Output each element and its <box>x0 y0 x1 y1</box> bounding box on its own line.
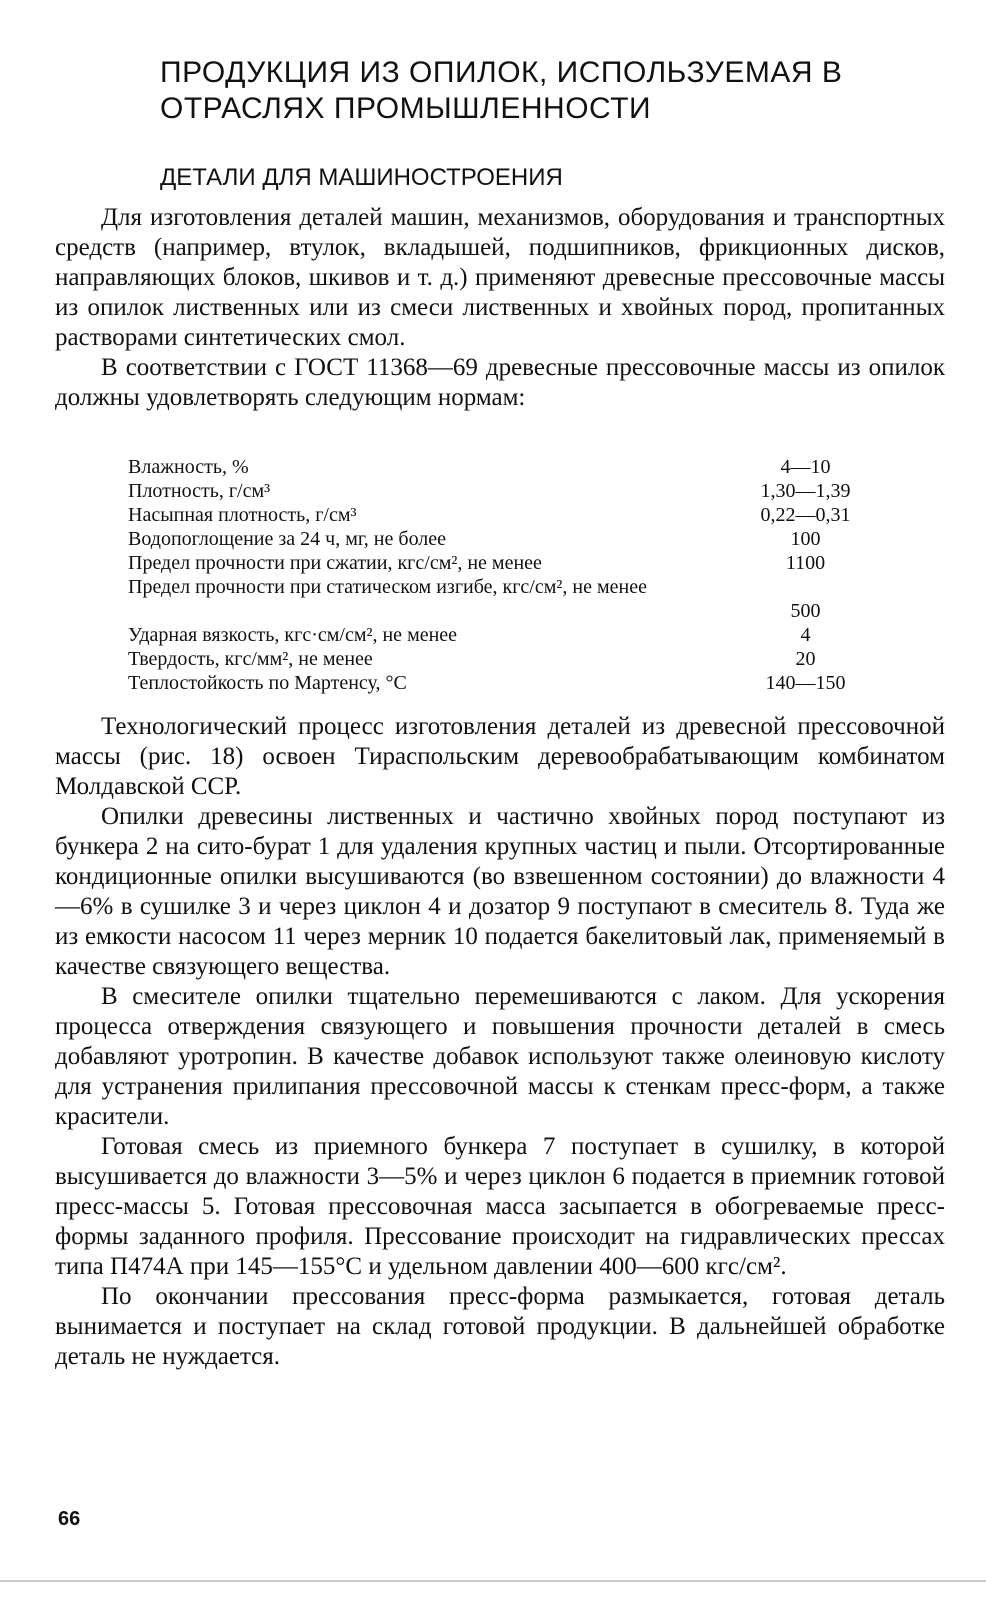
spec-row <box>128 479 868 503</box>
spec-row <box>128 575 868 623</box>
spec-value: 140—150 <box>765 672 846 694</box>
spec-label: Плотность, г/см³ <box>128 480 276 502</box>
chapter-title: ПРОДУКЦИЯ ИЗ ОПИЛОК, ИСПОЛЬЗУЕМАЯ В ОТРАСЛЯХ ПРОМЫШЛЕННОСТИ <box>160 56 843 125</box>
spec-value: 1100 <box>785 552 826 574</box>
spec-value: 1,30—1,39 <box>760 480 851 502</box>
specs-table <box>128 455 868 695</box>
paragraph: В соответствии с ГОСТ 11368—69 древесные прессовочные массы из опилок должны удовлетворять следующим нормам: <box>55 354 945 411</box>
spec-row <box>128 647 868 671</box>
intro-text <box>55 203 945 413</box>
spec-label: Ударная вязкость, кгс·см/см², не менее <box>128 624 463 646</box>
spec-value: 20 <box>795 648 816 670</box>
spec-value: 4 <box>800 624 811 646</box>
paragraph: Для изготовления деталей машин, механизмов, оборудования и транспортных средств (например, втулок, вкладышей, подшипников, фрикционных дисков, направляющих блоков, шкивов и т. д.) применяют древесные прессовочные массы из опилок лиственных или из смеси лиственных и хвойных пород, пропитанных растворами синтетических смол. <box>55 204 945 351</box>
paragraph: Готовая смесь из приемного бункера 7 поступает в сушилку, в которой высушивается до влажности 3—5% и через циклон 6 подается в приемник готовой пресс-массы 5. Готовая прессовочная масса засыпается в обогреваемые пресс-формы заданного профиля. Прессование происходит на гидравлических прессах типа П474А при 145—155°С и удельном давлении 400—600 кгс/см². <box>55 1133 945 1280</box>
paragraph: В смесителе опилки тщательно перемешиваются с лаком. Для ускорения процесса отверждения связующего и повышения прочности деталей в смесь добавляют уротропин. В качестве добавок используют также олеиновую кислоту для устранения прилипания прессовочной массы к стенкам пресс-форм, а также красители. <box>55 983 945 1130</box>
spec-row <box>128 551 868 575</box>
spec-label: Предел прочности при сжатии, кгс/см², не менее <box>128 552 548 574</box>
spec-label: Влажность, % <box>128 456 255 478</box>
spec-value: 0,22—0,31 <box>760 504 851 526</box>
spec-label: Водопоглощение за 24 ч, мг, не более <box>128 528 452 550</box>
process-text <box>55 712 945 1372</box>
page-number: 66 <box>58 1508 81 1530</box>
spec-row <box>128 671 868 695</box>
bottom-rule <box>0 1580 986 1582</box>
paragraph: По окончании прессования пресс-форма размыкается, готовая деталь вынимается и поступает на склад готовой продукции. В дальнейшей обработке деталь не нуждается. <box>55 1283 945 1370</box>
paragraph: Технологический процесс изготовления деталей из древесной прессовочной массы (рис. 18) освоен Тираспольским деревообрабатывающим комбинатом Молдавской ССР. <box>55 713 945 800</box>
spec-value: 4—10 <box>780 456 831 478</box>
spec-value: 100 <box>790 528 821 550</box>
spec-row <box>128 527 868 551</box>
spec-label: Предел прочности при статическом изгибе, кгс/см², не менее <box>128 576 653 598</box>
spec-value: 500 <box>790 600 821 622</box>
spec-label: Насыпная плотность, г/см³ <box>128 504 363 526</box>
spec-row <box>128 623 868 647</box>
spec-row <box>128 503 868 527</box>
section-title: ДЕТАЛИ ДЛЯ МАШИНОСТРОЕНИЯ <box>160 164 563 191</box>
spec-label: Твердость, кгс/мм², не менее <box>128 648 379 670</box>
spec-label: Теплостойкость по Мартенсу, °С <box>128 672 413 694</box>
paragraph: Опилки древесины лиственных и частично хвойных пород поступают из бункера 2 на сито-бурат 1 для удаления крупных частиц и пыли. Отсортированные кондиционные опилки высушиваются (во взвешенном состоянии) до влажности 4—6% в сушилке 3 и через циклон 4 и дозатор 9 поступают в смеситель 8. Туда же из емкости насосом 11 через мерник 10 подается бакелитовый лак, применяемый в качестве связующего вещества. <box>55 803 945 980</box>
spec-row <box>128 455 868 479</box>
